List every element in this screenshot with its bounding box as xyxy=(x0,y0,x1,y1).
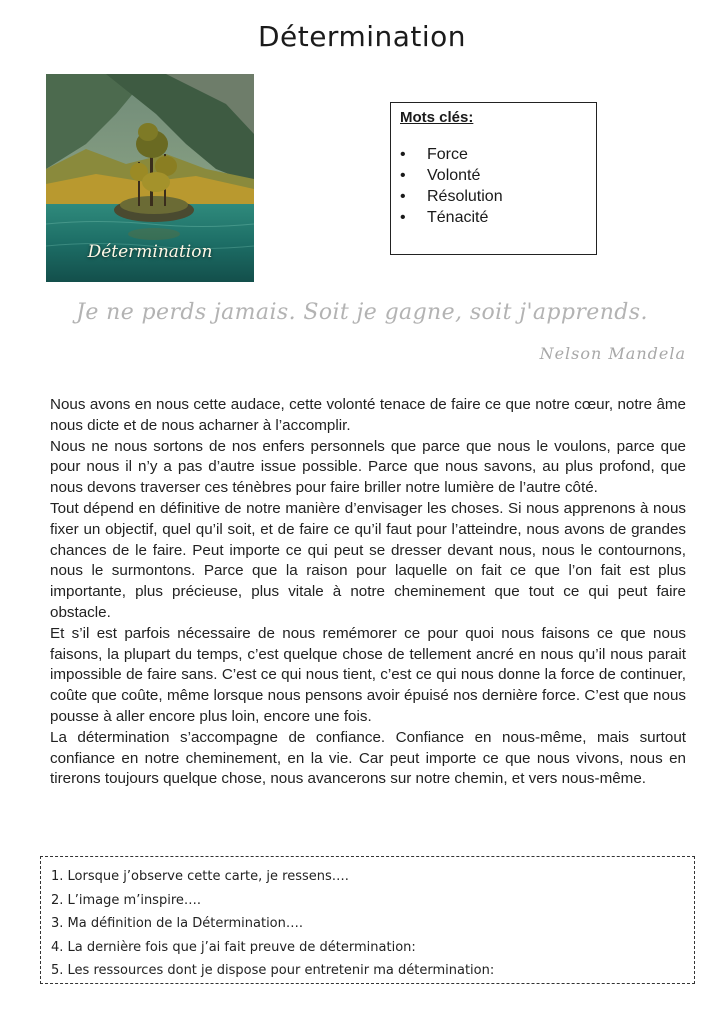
paragraph: Et s’il est parfois nécessaire de nous remémorer ce pour quoi nous faisons ce que nous faisons, la plupart du temps, c’est quelque chose de tellement ancré en nous qu’il nous parait impossible de faire sans. C’est ce qui nous tient, c’est ce qui nous donne la force de continuer, coûte que coûte, même lorsque nous pensons avoir épuisé nos dernière force. C’est que nous pousse à aller encore plus loin, encore une fois. xyxy=(50,624,686,725)
body-text xyxy=(50,395,686,790)
keyword-item: • Ténacité xyxy=(400,207,587,228)
keyword-item: • Volonté xyxy=(400,165,587,186)
question-item: 1. Lorsque j’observe cette carte, je ressens…. xyxy=(51,869,349,884)
paragraph: Tout dépend en définitive de notre manière d’envisager les choses. Si nous apprenons à nous fixer un objectif, quel qu’il soit, et de faire ce qu’il faut pour l’atteindre, nous avons de grandes chances de le faire. Peut importe ce qui peut se dresser devant nous, nous le contournons, nous le surmontons. Parce que la raison pour laquelle on fait ce que l’on fait est plus importante, plus précieuse, plus vitale à notre cheminement que tout ce qui peut faire obstacle. xyxy=(50,499,686,621)
paragraph: Nous avons en nous cette audace, cette volonté tenace de faire ce que notre cœur, notre âme nous dicte et de nous acharner à l’accomplir. xyxy=(50,396,686,434)
quote-text: Je ne perds jamais. Soit je gagne, soit j'apprends. xyxy=(76,300,648,325)
keyword-item: • Résolution xyxy=(400,186,587,207)
keywords-heading: Mots clés: xyxy=(400,109,474,126)
question-item: 4. La dernière fois que j’ai fait preuve de détermination: xyxy=(51,939,416,955)
question-item: 5. Les ressources dont je dispose pour entretenir ma détermination: xyxy=(51,963,495,979)
page-title: Détermination xyxy=(257,20,467,53)
paragraph: Nous ne nous sortons de nos enfers personnels que parce que nous le voulons, parce que pour nous il n’y a pas d’autre issue possible. Parce que nous savons, au plus profond, que nous devons traverser ces ténèbres pour faire briller notre lumière de l’autre côté. xyxy=(50,437,686,497)
quote-author: Nelson Mandela xyxy=(539,344,686,363)
question-item: 3. Ma définition de la Détermination…. xyxy=(51,916,304,932)
keywords-box xyxy=(390,102,597,255)
keyword-item: • Force xyxy=(400,144,587,165)
reflection-questions-box xyxy=(40,856,695,984)
photo-caption: Détermination xyxy=(87,242,213,262)
keywords-list xyxy=(400,144,587,228)
paragraph: La détermination s’accompagne de confiance. Confiance en nous-même, mais surtout confiance en notre cheminement, en la vie. Car peut importe ce que nous vivons, nous en tirerons toujours quelque chose, nous avancerons sur notre chemin, et vers nous-même. xyxy=(50,728,686,788)
question-item: 2. L’image m’inspire…. xyxy=(51,892,202,908)
lake-island-photo xyxy=(46,74,254,282)
